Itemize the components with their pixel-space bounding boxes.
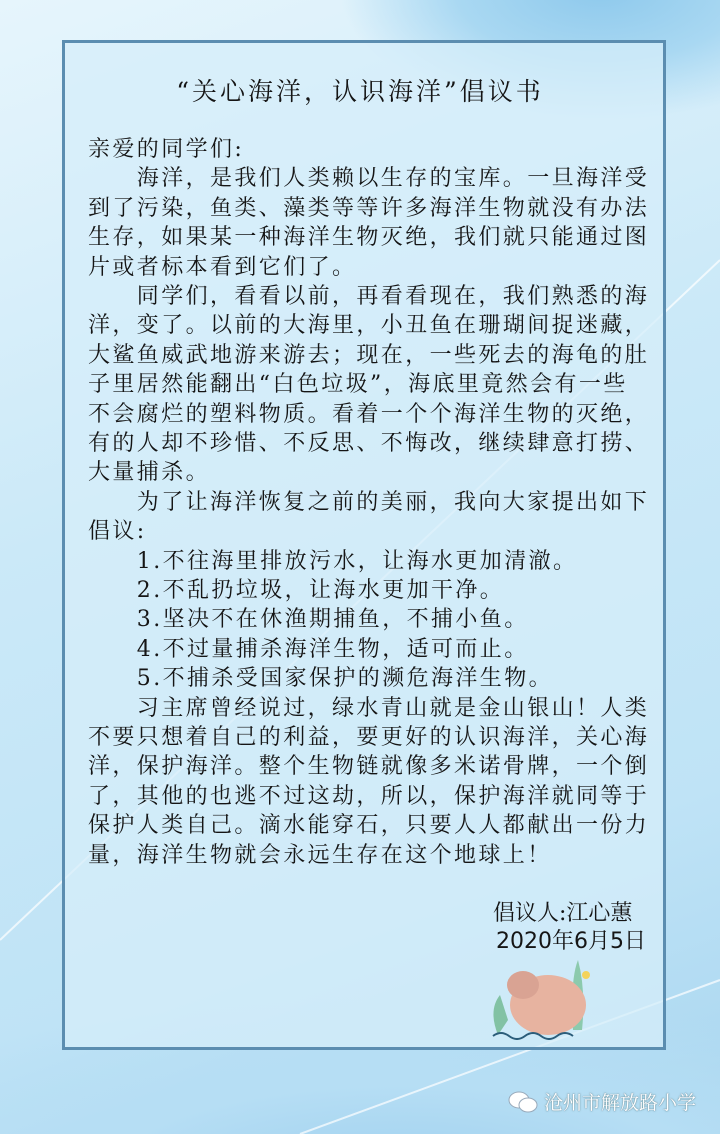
letter-line: 保护人类自己。滴水能穿石，只要人人都献出一份力 [88,813,650,839]
letter-line: 不要只想着自己的利益，要更好的认识海洋，关心海 [88,725,650,750]
letter-line: 亲爱的同学们: [88,137,245,162]
letter-line: 1.不往海里排放污水，让海水更加清澈。 [88,548,578,574]
letter-line: 洋，变了。以前的大海里，小丑鱼在珊瑚间捉迷藏， [88,313,650,339]
signature: 倡议人:江心蕙 [493,901,633,926]
watermark-text: 沧州市解放路小学 [544,1092,697,1114]
letter-line: 3.坚决不在休渔期捕鱼，不捕小鱼。 [88,607,529,633]
watermark [508,1088,696,1115]
letter-line: 洋，保护海洋。整个生物链就像多米诺骨牌，一个倒 [88,754,650,780]
letter-line: 倡议: [88,519,147,545]
letter-line: 大量捕杀。 [88,460,211,486]
letter-line: 4.不过量捕杀海洋生物，适可而止。 [88,636,529,662]
letter-line: 片或者标本看到它们了。 [88,254,357,280]
letter-line: 5.不捕杀受国家保护的濒危海洋生物。 [88,666,553,692]
letter-line: 不会腐烂的塑料物质。看着一个个海洋生物的灭绝， [88,401,650,427]
letter-line: 子里居然能翻出“白色垃圾”，海底里竟然会有一些 [88,372,628,398]
letter-line: 大鲨鱼威武地游来游去；现在，一些死去的海龟的肚 [88,342,650,368]
letter-line: 为了让海洋恢复之前的美丽，我向大家提出如下 [88,489,650,515]
date: 2020年6月5日 [496,929,646,954]
letter-line: 生存，如果某一种海洋生物灭绝，我们就只能通过图 [88,225,650,251]
letter-line: 海洋，是我们人类赖以生存的宝库。一旦海洋受 [88,166,650,192]
letter-title: “关心海洋，认识海洋”倡议书 [176,77,544,106]
wechat-icon [508,1091,538,1113]
letter-line: 2.不乱扔垃圾，让海水更加干净。 [88,578,505,603]
letter-line: 量，海洋生物就会永远生存在这个地球上！ [88,842,552,868]
letter-line: 了，其他的也逃不过这劫，所以，保护海洋就同等于 [88,783,650,809]
snail-illustration [478,950,608,1040]
letter-line: 同学们，看看以前，再看看现在，我们熟悉的海 [88,284,650,309]
letter-line: 到了污染，鱼类、藻类等等许多海洋生物就没有办法 [88,195,650,221]
letter-line: 有的人却不珍惜、不反思、不悔改，继续肆意打捞、 [88,431,650,456]
letter-line: 习主席曾经说过，绿水青山就是金山银山！人类 [88,695,650,721]
